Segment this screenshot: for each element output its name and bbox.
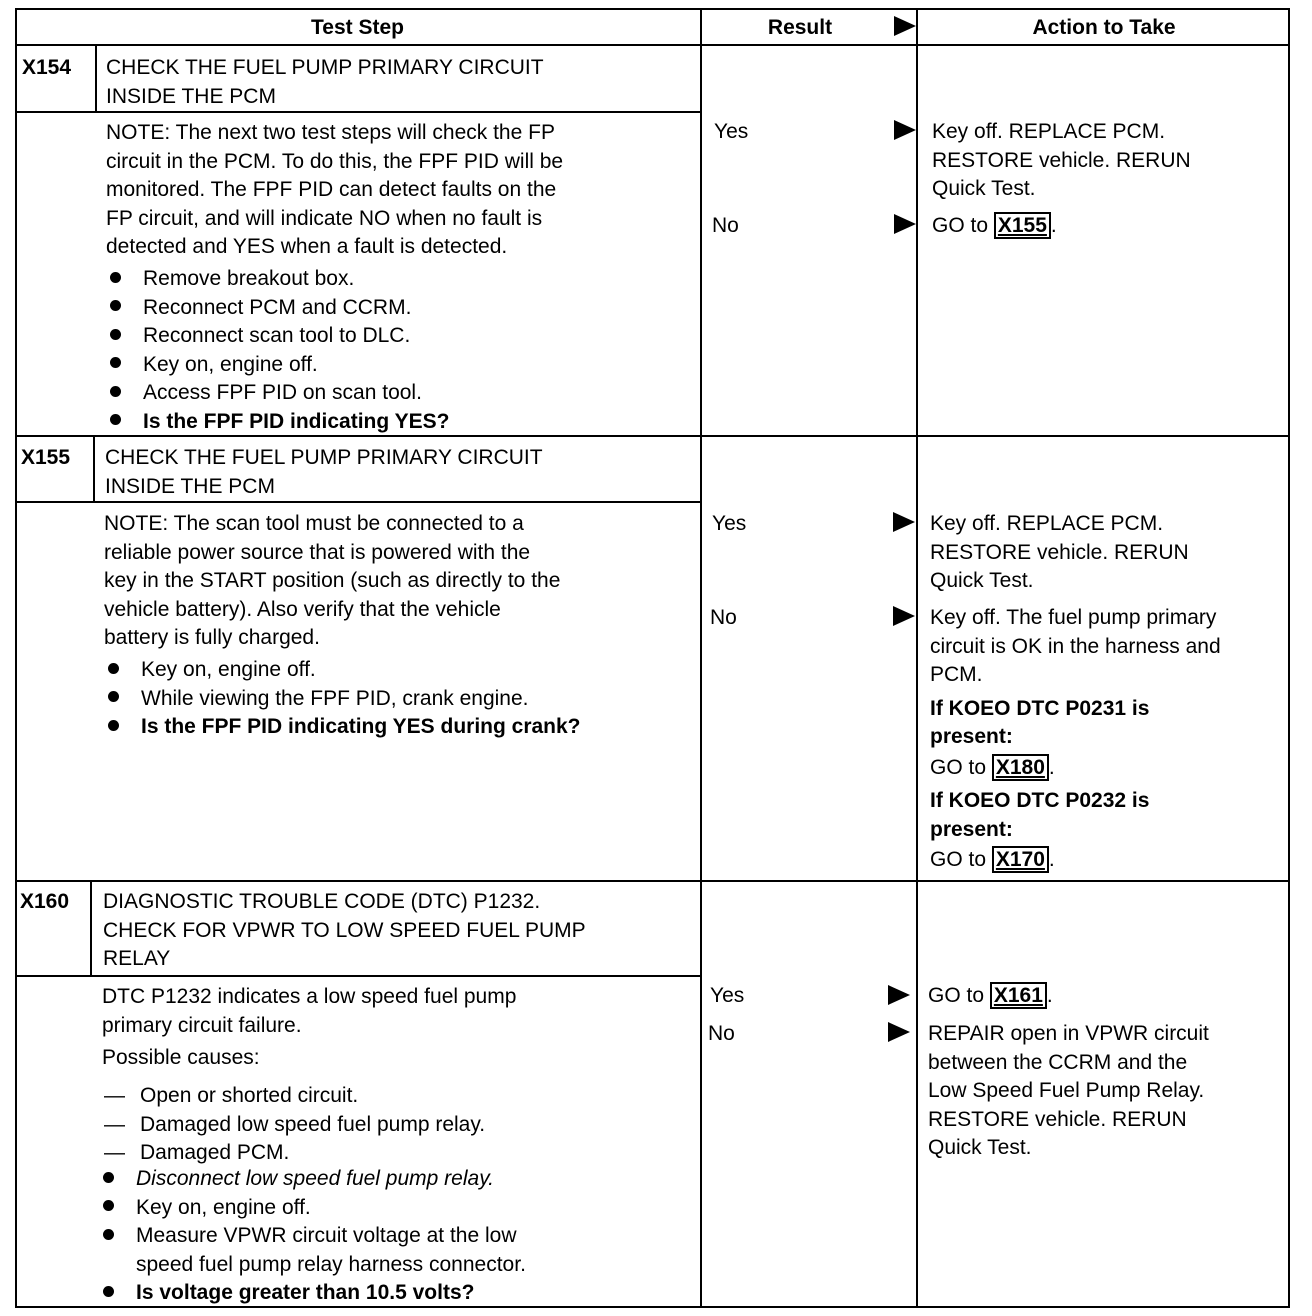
result-arrow-icon <box>888 1022 910 1042</box>
list-item: — Open or shorted circuit. <box>104 1084 359 1107</box>
bullet-icon <box>108 720 119 731</box>
result-arrow-icon <box>894 120 916 140</box>
bullet-icon <box>108 663 119 674</box>
bullet-icon <box>110 300 121 311</box>
goto-link-x170[interactable]: X170 <box>992 846 1049 873</box>
result-yes-x160: Yes <box>710 984 745 1007</box>
list-item: Disconnect low speed fuel pump relay. <box>103 1165 526 1194</box>
bullet-icon <box>110 272 121 283</box>
step-code-x160: X160 <box>20 890 70 913</box>
header-arrow-icon <box>894 16 916 36</box>
list-item: Measure VPWR circuit voltage at the low <box>103 1222 526 1251</box>
goto-link-x155[interactable]: X155 <box>994 212 1051 239</box>
list-item: Reconnect scan tool to DLC. <box>110 322 450 351</box>
result-arrow-icon <box>893 512 915 532</box>
step-code-x154: X154 <box>22 56 72 79</box>
result-yes-x154: Yes <box>714 120 749 143</box>
result-arrow-icon <box>893 606 915 626</box>
list-item: — Damaged low speed fuel pump relay. <box>104 1112 486 1136</box>
list-item: — Damaged PCM. <box>104 1141 290 1164</box>
title-divider-x155 <box>15 501 701 503</box>
step-bullets-x155 <box>108 656 581 742</box>
list-item: Key on, engine off. <box>110 351 450 380</box>
list-item: Key on, engine off. <box>103 1194 526 1223</box>
step-note-x154: NOTE: The next two test steps will check the FP circuit in the PCM. To do this, the FPF PID will be monitored. The FPF PID can detect faults on the FP circuit, and will indicate NO when no fault is detected and YES when a fault is detected. <box>106 121 564 258</box>
list-item: While viewing the FPF PID, crank engine. <box>108 685 581 714</box>
list-item: Key on, engine off. <box>108 656 581 685</box>
bullet-icon <box>110 414 121 425</box>
bullet-icon <box>103 1229 114 1240</box>
row-divider-x160 <box>15 880 1290 882</box>
result-no-x160: No <box>708 1022 735 1045</box>
action-no-x155: Key off. The fuel pump primary circuit is OK in the harness and PCM. If KOEO DTC P0231 is present: GO to X180 . If KOEO DTC P0232 is present: GO to X170 . <box>930 606 1221 871</box>
step-note-x155: NOTE: The scan tool must be connected to a reliable power source that is powered with the key in the START position (such as directly to the vehicle battery). Also verify that the vehicle battery is fully charged. <box>104 512 561 649</box>
result-no-x154: No <box>712 214 739 237</box>
action-no-x160: REPAIR open in VPWR circuit between the CCRM and the Low Speed Fuel Pump Relay. RESTORE vehicle. RERUN Quick Test. <box>928 1022 1209 1159</box>
header-result: Result <box>767 16 833 39</box>
code-cell-divider-x155 <box>93 435 95 503</box>
bullet-icon <box>103 1286 114 1297</box>
step-desc-x160: DTC P1232 indicates a low speed fuel pump primary circuit failure. Possible causes: <box>102 983 516 1073</box>
result-yes-x155: Yes <box>712 512 747 535</box>
list-item: Is the FPF PID indicating YES? <box>110 408 450 437</box>
title-divider-x154 <box>15 111 701 113</box>
step-causes-x160 <box>104 1082 485 1168</box>
result-arrow-icon <box>888 985 910 1005</box>
goto-link-x161[interactable]: X161 <box>990 982 1047 1009</box>
column-divider-action <box>916 8 918 1308</box>
result-arrow-icon <box>894 214 916 234</box>
step-title-x155: CHECK THE FUEL PUMP PRIMARY CIRCUIT INSIDE THE PCM <box>105 446 543 498</box>
code-cell-divider-x160 <box>90 880 92 977</box>
step-code-x155: X155 <box>21 446 71 469</box>
causes-label: Possible causes: <box>102 1046 260 1069</box>
list-item: Reconnect PCM and CCRM. <box>110 294 450 323</box>
bullet-icon <box>110 329 121 340</box>
header-action: Action to Take <box>1032 16 1176 39</box>
list-item: Is the FPF PID indicating YES during crank? <box>108 713 581 742</box>
action-no-x154: GO to X155 . <box>932 214 1057 237</box>
list-item: speed fuel pump relay harness connector. <box>136 1252 526 1276</box>
list-item: Remove breakout box. <box>110 265 450 294</box>
bullet-icon <box>110 357 121 368</box>
step-bullets-x160 <box>103 1165 526 1308</box>
action-yes-x160: GO to X161 . <box>928 984 1053 1007</box>
step-title-x160: DIAGNOSTIC TROUBLE CODE (DTC) P1232. CHECK FOR VPWR TO LOW SPEED FUEL PUMP RELAY <box>103 890 586 970</box>
bullet-icon <box>103 1200 114 1211</box>
action-yes-x154: Key off. REPLACE PCM. RESTORE vehicle. RERUN Quick Test. <box>932 120 1191 200</box>
title-divider-x160 <box>15 975 701 977</box>
code-cell-divider-x154 <box>95 44 97 113</box>
bullet-icon <box>103 1172 114 1183</box>
bullet-icon <box>110 386 121 397</box>
header-divider <box>15 44 1290 46</box>
result-no-x155: No <box>710 606 737 629</box>
action-yes-x155: Key off. REPLACE PCM. RESTORE vehicle. RERUN Quick Test. <box>930 512 1189 592</box>
step-title-x154: CHECK THE FUEL PUMP PRIMARY CIRCUIT INSIDE THE PCM <box>106 56 544 108</box>
list-item: Access FPF PID on scan tool. <box>110 379 450 408</box>
bullet-icon <box>108 691 119 702</box>
list-item: Is voltage greater than 10.5 volts? <box>103 1279 526 1308</box>
step-bullets-x154 <box>110 265 450 436</box>
goto-link-x180[interactable]: X180 <box>992 754 1049 781</box>
header-test-step: Test Step <box>311 16 404 39</box>
column-divider-result <box>700 8 702 1308</box>
